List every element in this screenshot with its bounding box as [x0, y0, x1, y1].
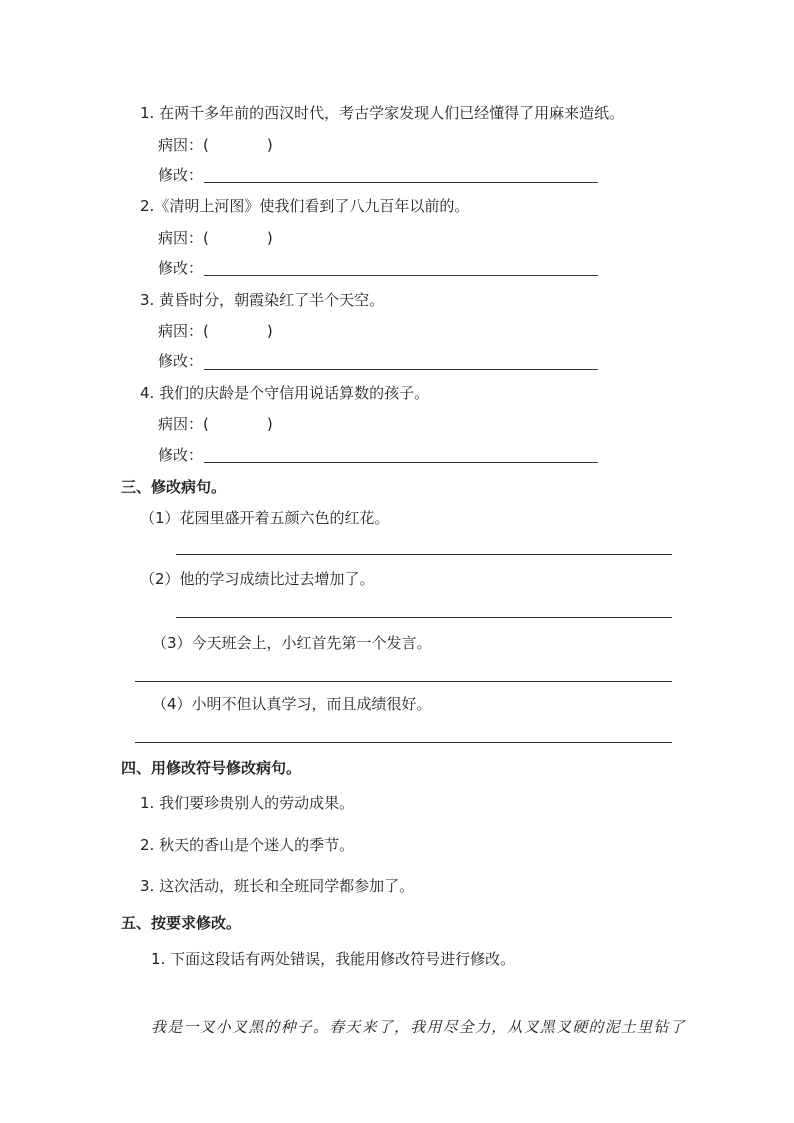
section-3-heading: 三、修改病句。	[121, 478, 227, 496]
section-4-item-2: 2. 秋天的香山是个迷人的季节。	[140, 836, 355, 854]
section-5-heading: 五、按要求修改。	[121, 914, 242, 932]
item-1-fix-label: 修改：	[158, 166, 204, 184]
section-3-item-2-answer-line[interactable]	[176, 617, 672, 618]
item-3-sentence	[140, 290, 384, 310]
item-1-sentence	[140, 103, 624, 123]
section-4-item-3: 3. 这次活动，班长和全班同学都参加了。	[140, 877, 415, 895]
item-1-number: 1.	[140, 104, 155, 122]
item-4-number: 4.	[140, 384, 155, 402]
item-4-fix-label: 修改：	[158, 446, 204, 464]
section-4-heading: 四、用修改符号修改病句。	[121, 759, 302, 777]
section-3-item-1-answer-line[interactable]	[176, 554, 672, 555]
section-3-item-4-answer-line[interactable]	[135, 742, 672, 743]
item-3-reason: 病因：( )	[158, 322, 273, 340]
item-3-text: 黄昏时分，朝霞染红了半个天空。	[159, 291, 385, 309]
item-2-reason: 病因：( )	[158, 229, 273, 247]
item-4-reason: 病因：( )	[158, 415, 273, 433]
section-3-item-3-answer-line[interactable]	[135, 681, 672, 682]
item-3-fix-label: 修改：	[158, 352, 204, 370]
section-3-item-3: （3）今天班会上，小红首先第一个发言。	[152, 634, 432, 652]
item-3-fix-answer-line[interactable]	[204, 369, 598, 370]
section-3-item-1: （1）花园里盛开着五颜六色的红花。	[140, 509, 390, 527]
item-1-text: 在两千多年前的西汉时代，考古学家发现人们已经懂得了用麻来造纸。	[159, 104, 625, 122]
item-4-text: 我们的庆龄是个守信用说话算数的孩子。	[159, 384, 430, 402]
section-5-passage: 我是一叉小叉黑的种子。春天来了，我用尽全力，从叉黑叉硬的泥土里钻了	[151, 1018, 686, 1036]
item-2-sentence	[140, 196, 469, 216]
item-4-sentence	[140, 383, 429, 403]
item-1-reason: 病因：( )	[158, 136, 273, 154]
section-3-item-4: （4）小明不但认真学习，而且成绩很好。	[152, 695, 432, 713]
item-4-fix-answer-line[interactable]	[204, 462, 598, 463]
item-1-fix-answer-line[interactable]	[204, 182, 598, 183]
section-5-item-1: 1. 下面这段话有两处错误，我能用修改符号进行修改。	[151, 950, 516, 968]
section-3-item-2: （2）他的学习成绩比过去增加了。	[140, 570, 375, 588]
section-4-item-1: 1. 我们要珍贵别人的劳动成果。	[140, 794, 355, 812]
item-2-fix-label: 修改：	[158, 259, 204, 277]
item-2-text: 《清明上河图》使我们看到了八九百年以前的。	[154, 197, 470, 215]
item-3-number: 3.	[140, 291, 155, 309]
item-2-fix-answer-line[interactable]	[204, 275, 598, 276]
item-2-number: 2.	[140, 197, 155, 215]
